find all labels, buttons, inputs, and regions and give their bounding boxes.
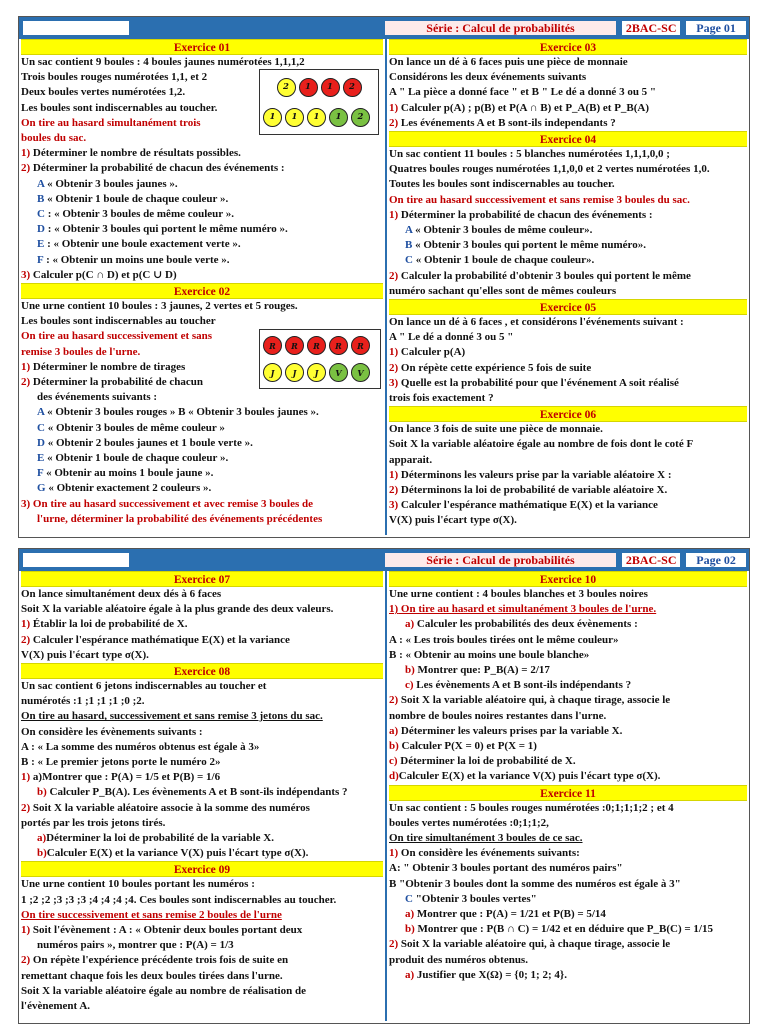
yellow-ball: J <box>307 363 326 382</box>
event-item: F : « Obtenir un moins une boule verte ». <box>37 253 230 266</box>
header-blank-box <box>22 20 130 36</box>
event-item: A « Obtenir 3 boules de même couleur». <box>405 224 593 237</box>
question: 1) On considère les événements suivants: <box>389 847 580 860</box>
question: produit des numéros obtenus. <box>389 953 528 966</box>
green-ball: V <box>329 363 348 382</box>
question: 2) Calculer la probabilité d'obtenir 3 boules qui portent le même <box>389 269 691 282</box>
exercise-text: On tire au hasard, successivement et sans remise 3 jetons du sac. <box>21 710 323 723</box>
green-ball: V <box>351 363 370 382</box>
red-ball: R <box>307 336 326 355</box>
level-badge: 2BAC-SC <box>621 552 681 568</box>
ball-diagram-ex02 <box>259 329 381 389</box>
question: b) Calculer P(X = 0) et P(X = 1) <box>389 740 537 753</box>
yellow-ball: 1 <box>263 108 282 127</box>
ball-diagram-ex01 <box>259 69 379 135</box>
exercise-text: On tire successivement et sans remise 2 boules de l'urne <box>21 908 282 921</box>
question: b) Calculer P_B(A). Les évènements A et B sont-ils indépendants ? <box>37 786 348 799</box>
question: 1) Déterminons les valeurs prise par la variable aléatoire X : <box>389 468 672 481</box>
question: b) Montrer que: P_B(A) = 2/17 <box>405 664 550 677</box>
question: 3) Quelle est la probabilité pour que l'événement A soit réalisé <box>389 376 679 389</box>
question: 2) Les événements A et B sont-ils independants ? <box>389 116 616 129</box>
event-item: D : « Obtenir 3 boules qui portent le même numéro ». <box>37 223 288 236</box>
question: 1) Déterminer la probabilité de chacun des événements : <box>389 208 653 221</box>
event-item: D « Obtenir 2 boules jaunes et 1 boule verte ». <box>37 436 253 449</box>
exercise-text: numérotés :1 ;1 ;1 ;1 ;0 ;2. <box>21 695 145 708</box>
event-item: F « Obtenir au moins 1 boule jaune ». <box>37 467 214 480</box>
exercise-text: On tire au hasard successivement et sans remise 3 boules du sac. <box>389 193 690 206</box>
green-ball: 2 <box>351 108 370 127</box>
event-item: C « Obtenir 3 boules de même couleur » <box>37 421 225 434</box>
question: l'évènement A. <box>21 1000 91 1013</box>
question: 1) On tire au hasard et simultanément 3 boules de l'urne. <box>389 603 657 616</box>
page-header <box>19 549 749 571</box>
exercise-text: On tire au hasard simultanément trois <box>21 116 201 129</box>
question: 3) Calculer l'espérance mathématique E(X) et la variance <box>389 499 658 512</box>
question: 2) Déterminer la probabilité de chacun <box>21 376 204 389</box>
question: l'urne, déterminer la probabilité des événements précédentes <box>37 512 323 525</box>
event-item: C "Obtenir 3 boules vertes" <box>405 892 537 905</box>
exercise-text: Deux boules vertes numérotées 1,2. <box>21 86 186 99</box>
worksheet-page-1 <box>18 16 750 538</box>
page-number: Page 01 <box>685 20 747 36</box>
question: 1) Calculer p(A) ; p(B) et P(A ∩ B) et P_A(B) et P_B(A) <box>389 101 650 114</box>
exercise-text: On lance 3 fois de suite une pièce de monnaie. <box>389 423 603 436</box>
question: 2) Soit X la variable aléatoire qui, à chaque tirage, associe le <box>389 694 671 707</box>
exercise-text: 1 ;2 ;2 ;3 ;3 ;3 ;4 ;4 ;4 ;4. Ces boules sont indiscernables au toucher. <box>21 893 337 906</box>
exercise-title: Exercice 02 <box>21 283 383 299</box>
exercise-text: Les boules sont indiscernables au toucher <box>21 315 216 328</box>
event-item: A : « La somme des numéros obtenus est égale à 3» <box>21 740 260 753</box>
question: remettant chaque fois les deux boules tirées dans l'urne. <box>21 969 283 982</box>
red-ball: R <box>263 336 282 355</box>
column-divider <box>385 571 387 1021</box>
red-ball: R <box>351 336 370 355</box>
event-item: B : « Obtenir au moins une boule blanche» <box>389 648 590 661</box>
question: a) Montrer que : P(A) = 1/21 et P(B) = 5/14 <box>405 908 606 921</box>
event-item: B « Obtenir 1 boule de chaque couleur ». <box>37 192 229 205</box>
question: V(X) puis l'écart type σ(X). <box>21 648 149 661</box>
event-item: A: " Obtenir 3 boules portant des numéros pairs" <box>389 862 623 875</box>
question: 1) Calculer p(A) <box>389 346 466 359</box>
exercise-text: boules du sac. <box>21 132 87 145</box>
red-ball: R <box>285 336 304 355</box>
exercise-title: Exercice 01 <box>21 39 383 55</box>
right-column <box>389 39 747 535</box>
exercise-text: boules vertes numérotées :0;1;1;2, <box>389 816 549 829</box>
question: a) Calculer les probabilités des deux évènements : <box>405 618 638 631</box>
question: V(X) puis l'écart type σ(X). <box>389 514 517 527</box>
exercise-text: Un sac contient : 5 boules rouges numérotées :0;1;1;1;2 ; et 4 <box>389 801 674 814</box>
question: Soit X la variable aléatoire égale au nombre de réalisation de <box>21 984 306 997</box>
red-ball: R <box>329 336 348 355</box>
left-column <box>21 571 383 1021</box>
yellow-ball: J <box>263 363 282 382</box>
level-badge: 2BAC-SC <box>621 20 681 36</box>
question: a) Justifier que X(Ω) = {0; 1; 2; 4}. <box>405 968 567 981</box>
question: a) Déterminer les valeurs prises par la variable X. <box>389 724 623 737</box>
event-item: E « Obtenir 1 boule de chaque couleur ». <box>37 452 229 465</box>
exercise-text: On considère les évènements suivants : <box>21 725 203 738</box>
question: c) Déterminer la loi de probabilité de X. <box>389 755 576 768</box>
red-ball: 1 <box>321 78 340 97</box>
column-divider <box>385 39 387 535</box>
question: 3) On tire au hasard successivement et avec remise 3 boules de <box>21 497 313 510</box>
question: 2) Déterminons la loi de probabilité de variable aléatoire X. <box>389 484 668 497</box>
red-ball: 2 <box>343 78 362 97</box>
exercise-text: remise 3 boules de l'urne. <box>21 345 141 358</box>
exercise-text: Trois boules rouges numérotées 1,1, et 2 <box>21 71 208 84</box>
exercise-text: A " Le dé a donné 3 ou 5 " <box>389 331 514 344</box>
green-ball: 1 <box>329 108 348 127</box>
yellow-ball: J <box>285 363 304 382</box>
red-ball: 1 <box>299 78 318 97</box>
event-item: C : « Obtenir 3 boules de même couleur ». <box>37 208 234 221</box>
exercise-text: A " La pièce a donné face " et B " Le dé a donné 3 ou 5 " <box>389 86 657 99</box>
exercise-text: On tire au hasard successivement et sans <box>21 330 213 343</box>
exercise-text: Toutes les boules sont indiscernables au toucher. <box>389 178 615 191</box>
exercise-text: On lance simultanément deux dés à 6 faces <box>21 588 222 600</box>
exercise-text: Un sac contient 6 jetons indiscernables au toucher et <box>21 680 267 693</box>
event-item: C « Obtenir 1 boule de chaque couleur». <box>405 254 595 267</box>
question: 1) Déterminer le nombre de résultats possibles. <box>21 147 241 160</box>
question: 1) a)Montrer que : P(A) = 1/5 et P(B) = 1/6 <box>21 771 221 784</box>
exercise-text: On lance un dé à 6 faces , et considérons l'événements suivant : <box>389 316 684 329</box>
exercise-text: Soit X la variable aléatoire égale à la plus grande des deux valeurs. <box>21 603 334 616</box>
event-item: B « Obtenir 3 boules qui portent le même numéro». <box>405 239 646 252</box>
series-title: Série : Calcul de probabilités <box>384 20 617 36</box>
exercise-title: Exercice 11 <box>389 785 747 801</box>
exercise-text: Soit X la variable aléatoire égale au nombre de fois dont le coté F <box>389 438 694 451</box>
question: 1) Déterminer le nombre de tirages <box>21 360 186 373</box>
question: 2) Soit X la variable aléatoire associe à la somme des numéros <box>21 801 310 814</box>
worksheet-page-2 <box>18 548 750 1024</box>
question: d)Calculer E(X) et la variance V(X) puis l'écart type σ(X). <box>389 770 661 783</box>
question: numéros pairs », montrer que : P(A) = 1/3 <box>37 939 234 952</box>
yellow-ball: 1 <box>307 108 326 127</box>
question: 2) On répète cette expérience 5 fois de suite <box>389 361 592 374</box>
yellow-ball: 2 <box>277 78 296 97</box>
question: a)Déterminer la loi de probabilité de la variable X. <box>37 832 274 845</box>
question: nombre de boules noires restantes dans l'urne. <box>389 709 607 722</box>
exercise-text: On tire simultanément 3 boules de ce sac. <box>389 832 583 845</box>
question: b) Montrer que : P(B ∩ C) = 1/42 et en déduire que P_B(C) = 1/15 <box>405 923 713 936</box>
yellow-ball: 1 <box>285 108 304 127</box>
exercise-text: Considérons les deux événements suivants <box>389 71 587 84</box>
question: 2) Calculer l'espérance mathématique E(X) et la variance <box>21 633 290 646</box>
exercise-text: apparait. <box>389 453 433 466</box>
exercise-text: On lance un dé à 6 faces puis une pièce de monnaie <box>389 56 628 68</box>
question: 3) Calculer p(C ∩ D) et p(C ∪ D) <box>21 268 177 281</box>
event-item: A : « Les trois boules tirées ont le même couleur» <box>389 633 619 646</box>
question: c) Les évènements A et B sont-ils indépendants ? <box>405 679 632 692</box>
exercise-text: Une urne contient 10 boules portant les numéros : <box>21 878 255 891</box>
event-item: E : « Obtenir une boule exactement verte ». <box>37 238 241 251</box>
exercise-title: Exercice 04 <box>389 131 747 147</box>
exercise-text: Un sac contient 9 boules : 4 boules jaunes numérotées 1,1,1,2 <box>21 56 305 68</box>
question: trois fois exactement ? <box>389 392 494 405</box>
event-item: B : « Le premier jetons porte le numéro 2» <box>21 756 221 769</box>
exercise-title: Exercice 06 <box>389 406 747 422</box>
event-item: B "Obtenir 3 boules dont la somme des numéros est égale à 3" <box>389 877 681 890</box>
exercise-text: Un sac contient 11 boules : 5 blanches numérotées 1,1,1,0,0 ; <box>389 148 670 161</box>
exercise-title: Exercice 09 <box>21 861 383 877</box>
question: portés par les trois jetons tirés. <box>21 816 166 829</box>
page-header <box>19 17 749 39</box>
question: b)Calculer E(X) et la variance V(X) puis l'écart type σ(X). <box>37 847 309 860</box>
exercise-title: Exercice 03 <box>389 39 747 55</box>
exercise-title: Exercice 05 <box>389 299 747 315</box>
exercise-text: Une urne contient : 4 boules blanches et 3 boules noires <box>389 588 648 600</box>
page-number: Page 02 <box>685 552 747 568</box>
question: numéro sachant qu'elles sont de mêmes couleurs <box>389 284 617 297</box>
question: 2) Déterminer la probabilité de chacun des événements : <box>21 162 285 175</box>
question: des événements suivants : <box>37 391 158 404</box>
header-blank-box <box>22 552 130 568</box>
series-title: Série : Calcul de probabilités <box>384 552 617 568</box>
exercise-text: Quatres boules rouges numérotées 1,1,0,0 et 2 vertes numérotées 1,0. <box>389 163 710 176</box>
event-item: A « Obtenir 3 boules rouges » B « Obtenir 3 boules jaunes ». <box>37 406 319 419</box>
question: 2) Soit X la variable aléatoire qui, à chaque tirage, associe le <box>389 938 671 951</box>
exercise-text: Une urne contient 10 boules : 3 jaunes, 2 vertes et 5 rouges. <box>21 300 298 313</box>
question: 1) Soit l'évènement : A : « Obtenir deux boules portant deux <box>21 924 303 937</box>
exercise-text: Les boules sont indiscernables au toucher. <box>21 101 218 114</box>
right-column <box>389 571 747 1021</box>
exercise-title: Exercice 07 <box>21 571 383 587</box>
question: 2) On répète l'expérience précédente trois fois de suite en <box>21 954 289 967</box>
exercise-title: Exercice 10 <box>389 571 747 587</box>
exercise-title: Exercice 08 <box>21 663 383 679</box>
event-item: A « Obtenir 3 boules jaunes ». <box>37 177 178 190</box>
event-item: G « Obtenir exactement 2 couleurs ». <box>37 482 212 495</box>
question: 1) Établir la loi de probabilité de X. <box>21 618 188 631</box>
